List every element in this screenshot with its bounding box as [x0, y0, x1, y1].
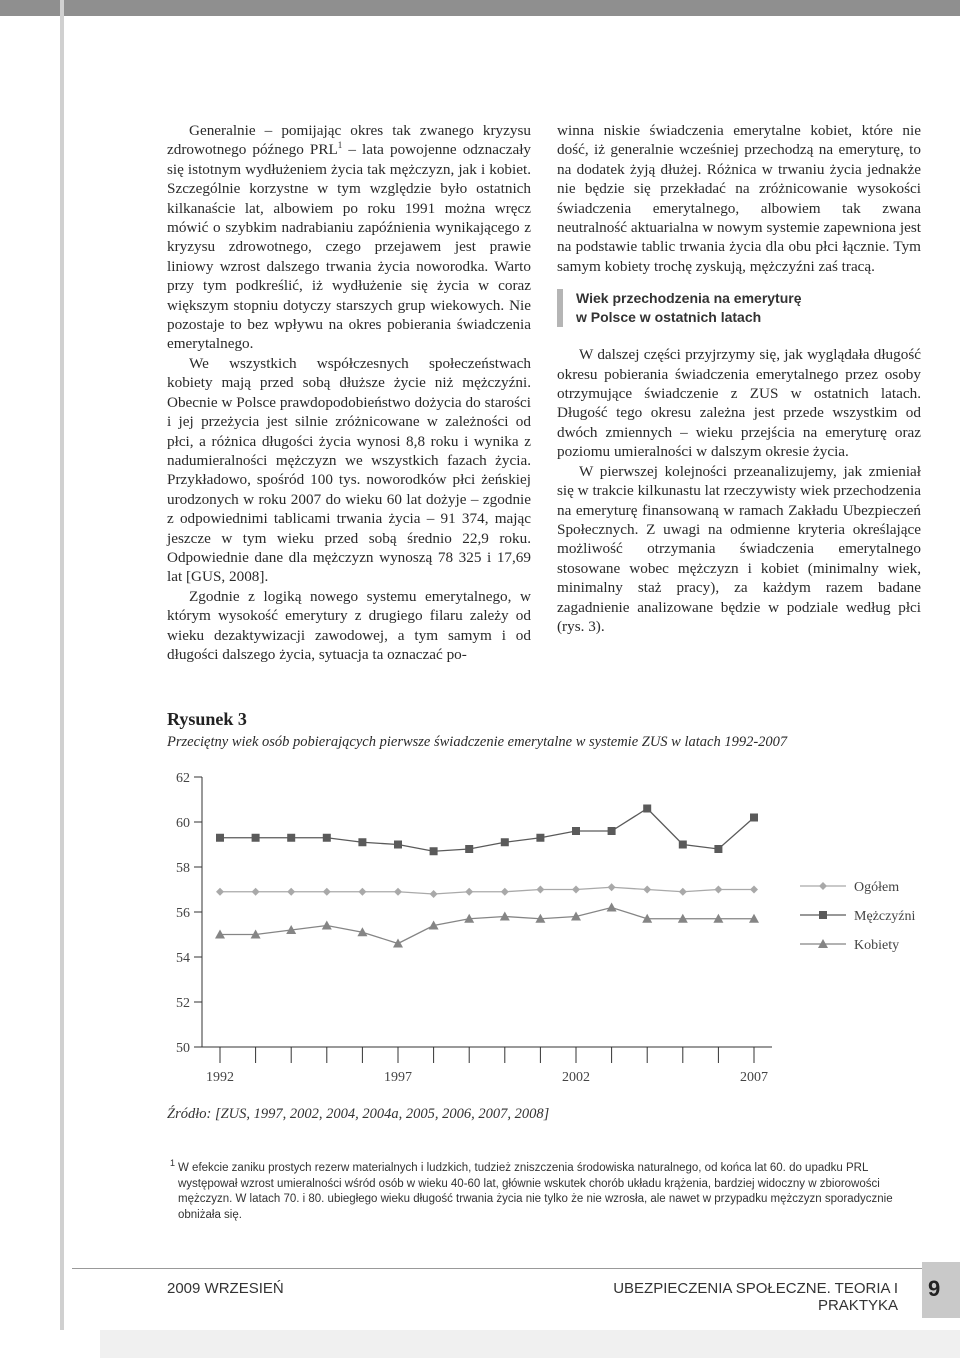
series-line-ogolem — [220, 887, 754, 894]
section-heading — [557, 289, 921, 327]
data-point-mezczyzni — [572, 827, 580, 835]
legend-marker-mezczyzni — [819, 911, 827, 919]
data-point-mezczyzni — [358, 838, 366, 846]
legend-marker-ogolem — [819, 882, 827, 890]
line-chart — [160, 755, 940, 1095]
section-heading-line-1: Wiek przechodzenia na emeryturę — [576, 290, 802, 307]
data-point-mezczyzni — [252, 834, 260, 842]
x-tick-label: 1997 — [384, 1070, 412, 1085]
data-point-ogolem — [536, 886, 544, 894]
legend-label-kobiety: Kobiety — [854, 938, 900, 953]
data-point-ogolem — [679, 888, 687, 896]
data-point-mezczyzni — [679, 841, 687, 849]
y-tick-label: 52 — [176, 996, 190, 1011]
data-point-ogolem — [572, 886, 580, 894]
scan-binding-shadow — [60, 0, 64, 1330]
y-tick-label: 54 — [176, 951, 190, 966]
data-point-ogolem — [358, 888, 366, 896]
y-tick-label: 58 — [176, 861, 190, 876]
page-number: 9 — [928, 1276, 941, 1301]
left-paragraph-2: We wszystkich współczesnych społeczeństwach kobiety mają przed sobą dłuższe życie niż mężczyźni. Obecnie w Polsce prawdopodobieństwo dożycia do starości i jej przeżycia jest silnie zróżnicowane w zależności od płci, a różnica długości życia wynosi 8,8 roku i wynika z nadumieralności mężczyzn we wszystkich fazach życia. Przykładowo, spośród 100 tys. noworodków płci żeńskiej urodzonych w roku 2007 do wieku 60 lat dożyje – zgodnie z odpowiednimi tablicami trwania życia – 91 374, mając jeszcze w tym wieku przed sobą średnio 22,9 roku. Odpowiednie dane dla mężczyzn wynoszą 78 325 i 17,69 lat [GUS, 2008]. — [167, 354, 531, 586]
left-column — [167, 121, 531, 664]
figure-title: Rysunek 3 — [167, 709, 247, 729]
data-point-ogolem — [501, 888, 509, 896]
footnote-mark: 1 — [170, 1158, 176, 1168]
series-line-kobiety — [220, 908, 754, 944]
data-point-ogolem — [714, 886, 722, 894]
left-p1-text-b: – lata powojenne odznaczały się istotnym wydłużeniem życia tak mężczyzn, jak i kobiet. Szczególnie korzystne w tym względzie było ostatnich kilkanaście lat, albowiem po roku 1991 można wręcz mówić o szybkim nadrabianiu zapóźnienia wynikającego z kryzysu zdrowotnego, czego przejawem jest prawie liniowy wzrost dalszego trwania życia noworodka. Warto przy tym podkreślić, iż wydłużenie się życia w coraz większym stopniu dotyczy starszych grup wiekowych. Nie pozostaje to bez wpływu na okres pobierania świadczenia emerytalnego. — [167, 141, 532, 353]
x-tick-label: 2002 — [562, 1070, 590, 1085]
data-point-kobiety — [500, 912, 510, 921]
data-point-ogolem — [430, 890, 438, 898]
data-point-mezczyzni — [536, 834, 544, 842]
data-point-mezczyzni — [216, 834, 224, 842]
right-paragraph-2: W dalszej części przyjrzymy się, jak wyglądała długość okresu pobierania świadczenia emerytalnego przez osoby otrzymujące świadczenie z ZUS w ostatnich latach. Długość tego okresu zależna jest przede wszystkim od dwóch zmiennych – wieku przejścia na emeryturę oraz poziomu umieralności w dalszym okresie życia. — [557, 346, 921, 461]
y-tick-label: 50 — [176, 1041, 190, 1056]
data-point-mezczyzni — [714, 845, 722, 853]
data-point-ogolem — [394, 888, 402, 896]
data-point-mezczyzni — [465, 845, 473, 853]
footnote-text: W efekcie zaniku prostych rezerw materialnych i ludzkich, tudzież zniszczenia środowiska naturalnego, od końca lat 60. do upadku PRL występował wzrost umieralności wśród osób w wieku 40-60 lat, głównie wskutek chorób układu krążenia, bardziej widoczny w zbiorowości mężczyzn. W latach 70. i 80. ubiegłego wieku długość trwania życia nie tylko że nie wzrosła, ale nawet w przypadku mężczyzn sporadycznie obniżała się. — [178, 1162, 893, 1221]
data-point-ogolem — [465, 888, 473, 896]
x-tick-label: 2007 — [740, 1070, 768, 1085]
data-point-mezczyzni — [287, 834, 295, 842]
data-point-mezczyzni — [323, 834, 331, 842]
data-point-ogolem — [216, 888, 224, 896]
section-heading-line-2: w Polsce w ostatnich latach — [576, 309, 762, 326]
series-line-mezczyzni — [220, 809, 754, 852]
footer-issue: 2009 WRZESIEŃ — [167, 1280, 284, 1297]
left-paragraph-1 — [167, 121, 531, 354]
right-paragraph-3: W pierwszej kolejności przeanalizujemy, jak zmieniał się w trakcie kilkunastu lat rzeczywisty wiek przechodzenia na emeryturę finansowaną w ramach Zakładu Ubezpieczeń Społecznych. Z uwagi na odmienne kryteria określające możliwość otrzymania świadczenia emerytalnego stosowane wobec mężczyzn i kobiet (minimalny wiek, minimalny staż pracy), za każdym razem badane zagadnienie analizowane będzie w podziale według płci (rys. 3). — [557, 462, 921, 635]
data-point-kobiety — [322, 921, 332, 930]
data-point-mezczyzni — [430, 847, 438, 855]
figure-subtitle: Przeciętny wiek osób pobierających pierwsze świadczenie emerytalne w systemie ZUS w latach 1992-2007 — [167, 734, 788, 750]
legend-label-ogolem: Ogółem — [854, 880, 900, 895]
data-point-mezczyzni — [750, 814, 758, 822]
data-point-mezczyzni — [608, 827, 616, 835]
data-point-ogolem — [608, 883, 616, 891]
data-point-mezczyzni — [643, 805, 651, 813]
figure-source: Źródło: [ZUS, 1997, 2002, 2004, 2004a, 2005, 2006, 2007, 2008] — [167, 1106, 550, 1122]
data-point-kobiety — [607, 903, 617, 912]
data-point-ogolem — [252, 888, 260, 896]
footer-rule — [72, 1268, 922, 1269]
legend-label-mezczyzni: Mężczyźni — [854, 909, 916, 924]
x-tick-label: 1992 — [206, 1070, 234, 1085]
data-point-mezczyzni — [501, 838, 509, 846]
left-p1-text-a: Generalnie – pomijając okres tak zwanego kryzysu zdrowotnego późnego PRL — [167, 122, 531, 159]
footer-journal: UBEZPIECZENIA SPOŁECZNE. TEORIA I PRAKTYKA — [613, 1280, 898, 1314]
data-point-ogolem — [323, 888, 331, 896]
scan-top-band — [0, 0, 960, 16]
y-tick-label: 62 — [176, 771, 190, 786]
data-point-ogolem — [287, 888, 295, 896]
scan-bottom-band — [100, 1330, 960, 1358]
data-point-mezczyzni — [394, 841, 402, 849]
data-point-ogolem — [750, 886, 758, 894]
footnote-ref: 1 — [337, 140, 343, 151]
y-tick-label: 56 — [176, 906, 190, 921]
y-tick-label: 60 — [176, 816, 190, 831]
right-paragraph-1: winna niskie świadczenia emerytalne kobiet, które nie dość, iż generalnie wcześniej przechodzą na emeryturę, to na dodatek żyją dłużej. Różnica w trwaniu życia jednakże nie będzie się przekładać na zróżnicowanie wysokości świadczenia emerytalnego, albowiem tak zwana neutralność aktuarialna w nowym systemie zapewniona jest na podstawie tablic trwania życia dla obu płci łącznie. Tym samym kobiety trochę zyskują, mężczyźni zaś tracą. — [557, 122, 921, 275]
left-paragraph-3: Zgodnie z logiką nowego systemu emerytalnego, w którym wysokość emerytury z drugiego filaru zależy od wieku dezaktywizacji zawodowej, a tym samym i od długości dalszego życia, sytuacja ta oznaczać po- — [167, 587, 531, 663]
chart-svg — [160, 755, 940, 1095]
data-point-ogolem — [643, 886, 651, 894]
right-column — [557, 121, 921, 636]
